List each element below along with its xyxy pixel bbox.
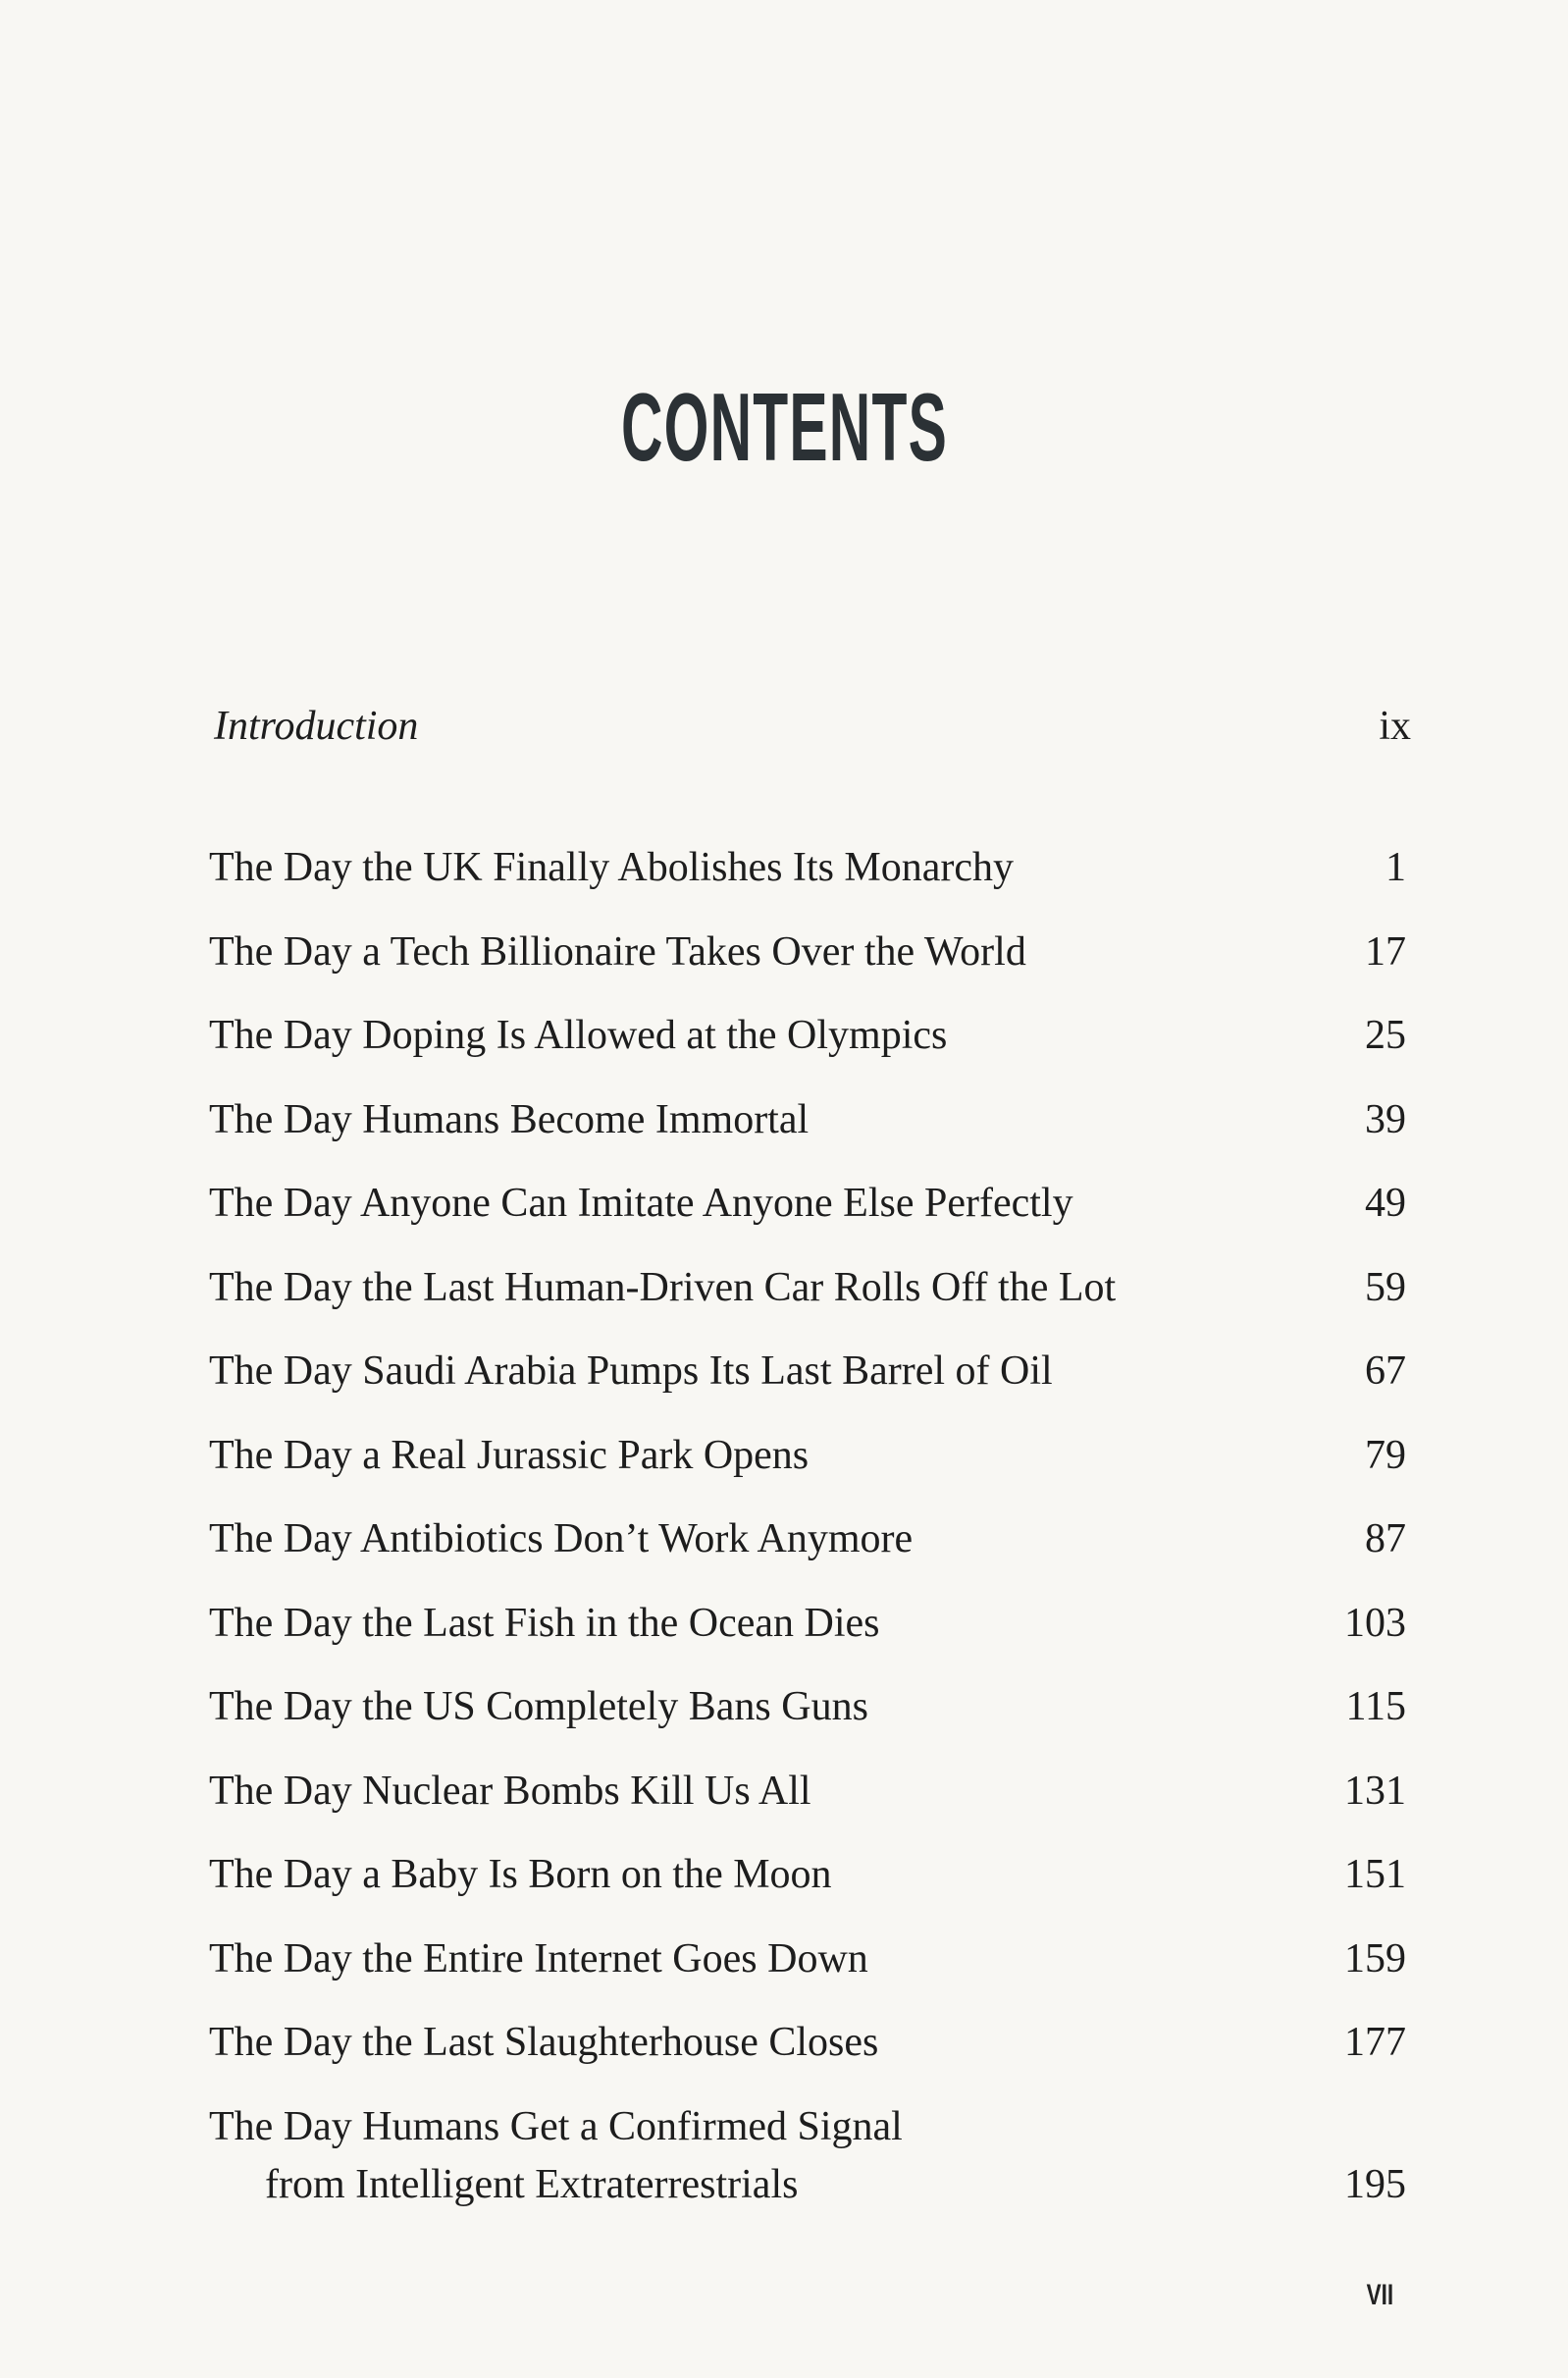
toc-entry[interactable]	[209, 1162, 1406, 1246]
toc-page-number: 79	[1365, 1432, 1406, 1478]
toc-entry[interactable]	[209, 2086, 1406, 2214]
toc-entry[interactable]	[209, 1582, 1406, 1666]
page-title	[0, 373, 1568, 481]
toc-entry-title: The Day a Tech Billionaire Takes Over the World	[209, 928, 1026, 975]
toc-entry-title: The Day Anyone Can Imitate Anyone Else Perfectly	[209, 1181, 1073, 1226]
toc-entry[interactable]	[209, 911, 1406, 995]
toc-page-number: 195	[1344, 2161, 1406, 2207]
toc-page-number: 103	[1344, 1600, 1406, 1646]
toc-page-number: ix	[1379, 704, 1411, 749]
toc-entry[interactable]	[209, 1079, 1406, 1163]
toc-entry-title: The Day a Baby Is Born on the Moon	[209, 1852, 832, 1897]
toc-page-number: 17	[1365, 928, 1406, 975]
page-title-text: CONTENTS	[620, 373, 948, 481]
toc-page-number: 49	[1365, 1181, 1406, 1226]
toc-entry-title: The Day Humans Become Immortal	[209, 1096, 810, 1142]
toc-page-number: 1	[1385, 845, 1406, 890]
toc-page-number: 59	[1365, 1264, 1406, 1310]
toc-entry[interactable]	[209, 826, 1406, 911]
toc-entry-introduction[interactable]	[214, 699, 1411, 754]
toc-entry-title: Introduction	[214, 704, 419, 749]
toc-page-number: 177	[1344, 2020, 1406, 2065]
toc-entry[interactable]	[209, 1918, 1406, 2002]
toc-entry[interactable]	[209, 2001, 1406, 2086]
toc-entry-title: The Day Doping Is Allowed at the Olympics	[209, 1013, 948, 1058]
toc-entry[interactable]	[209, 994, 1406, 1079]
toc-page-number: 67	[1365, 1348, 1406, 1394]
toc-page-number: 151	[1344, 1852, 1406, 1897]
toc-page-number: 159	[1344, 1935, 1406, 1982]
toc-entry[interactable]	[209, 1330, 1406, 1414]
toc-entry[interactable]	[209, 1414, 1406, 1499]
toc-entry[interactable]	[209, 1833, 1406, 1918]
toc-entry-title: The Day Nuclear Bombs Kill Us All	[209, 1768, 811, 1814]
toc-entry[interactable]	[209, 1665, 1406, 1750]
toc-entry-title: The Day the Last Human-Driven Car Rolls Off the Lot	[209, 1264, 1117, 1310]
toc-entry-title-line2: from Intelligent Extraterrestrials	[265, 2161, 799, 2207]
toc-page-number: 131	[1344, 1768, 1406, 1814]
toc-entry[interactable]	[209, 1498, 1406, 1582]
page-folio: VII	[1366, 2279, 1394, 2311]
toc-page-number: 115	[1345, 1684, 1406, 1729]
toc-page-number: 87	[1365, 1516, 1406, 1561]
toc-entry-title: The Day Saudi Arabia Pumps Its Last Barrel of Oil	[209, 1348, 1053, 1394]
toc-entry[interactable]	[209, 1750, 1406, 1834]
toc-page-number: 25	[1365, 1013, 1406, 1058]
toc-entry-title: The Day Antibiotics Don’t Work Anymore	[209, 1516, 914, 1561]
toc-list	[209, 826, 1406, 2214]
toc-entry-title: The Day the Last Slaughterhouse Closes	[209, 2020, 879, 2065]
toc-entry-title: The Day the US Completely Bans Guns	[209, 1684, 868, 1729]
toc-entry[interactable]	[209, 1246, 1406, 1331]
toc-entry-title: The Day a Real Jurassic Park Opens	[209, 1432, 810, 1478]
toc-entry-title-line1: The Day Humans Get a Confirmed Signal	[209, 2103, 903, 2149]
toc-entry-title: The Day the UK Finally Abolishes Its Monarchy	[209, 845, 1015, 890]
toc-page-number: 39	[1365, 1096, 1406, 1142]
toc-entry-title: The Day the Last Fish in the Ocean Dies	[209, 1600, 880, 1646]
toc-entry-title: The Day the Entire Internet Goes Down	[209, 1935, 868, 1982]
